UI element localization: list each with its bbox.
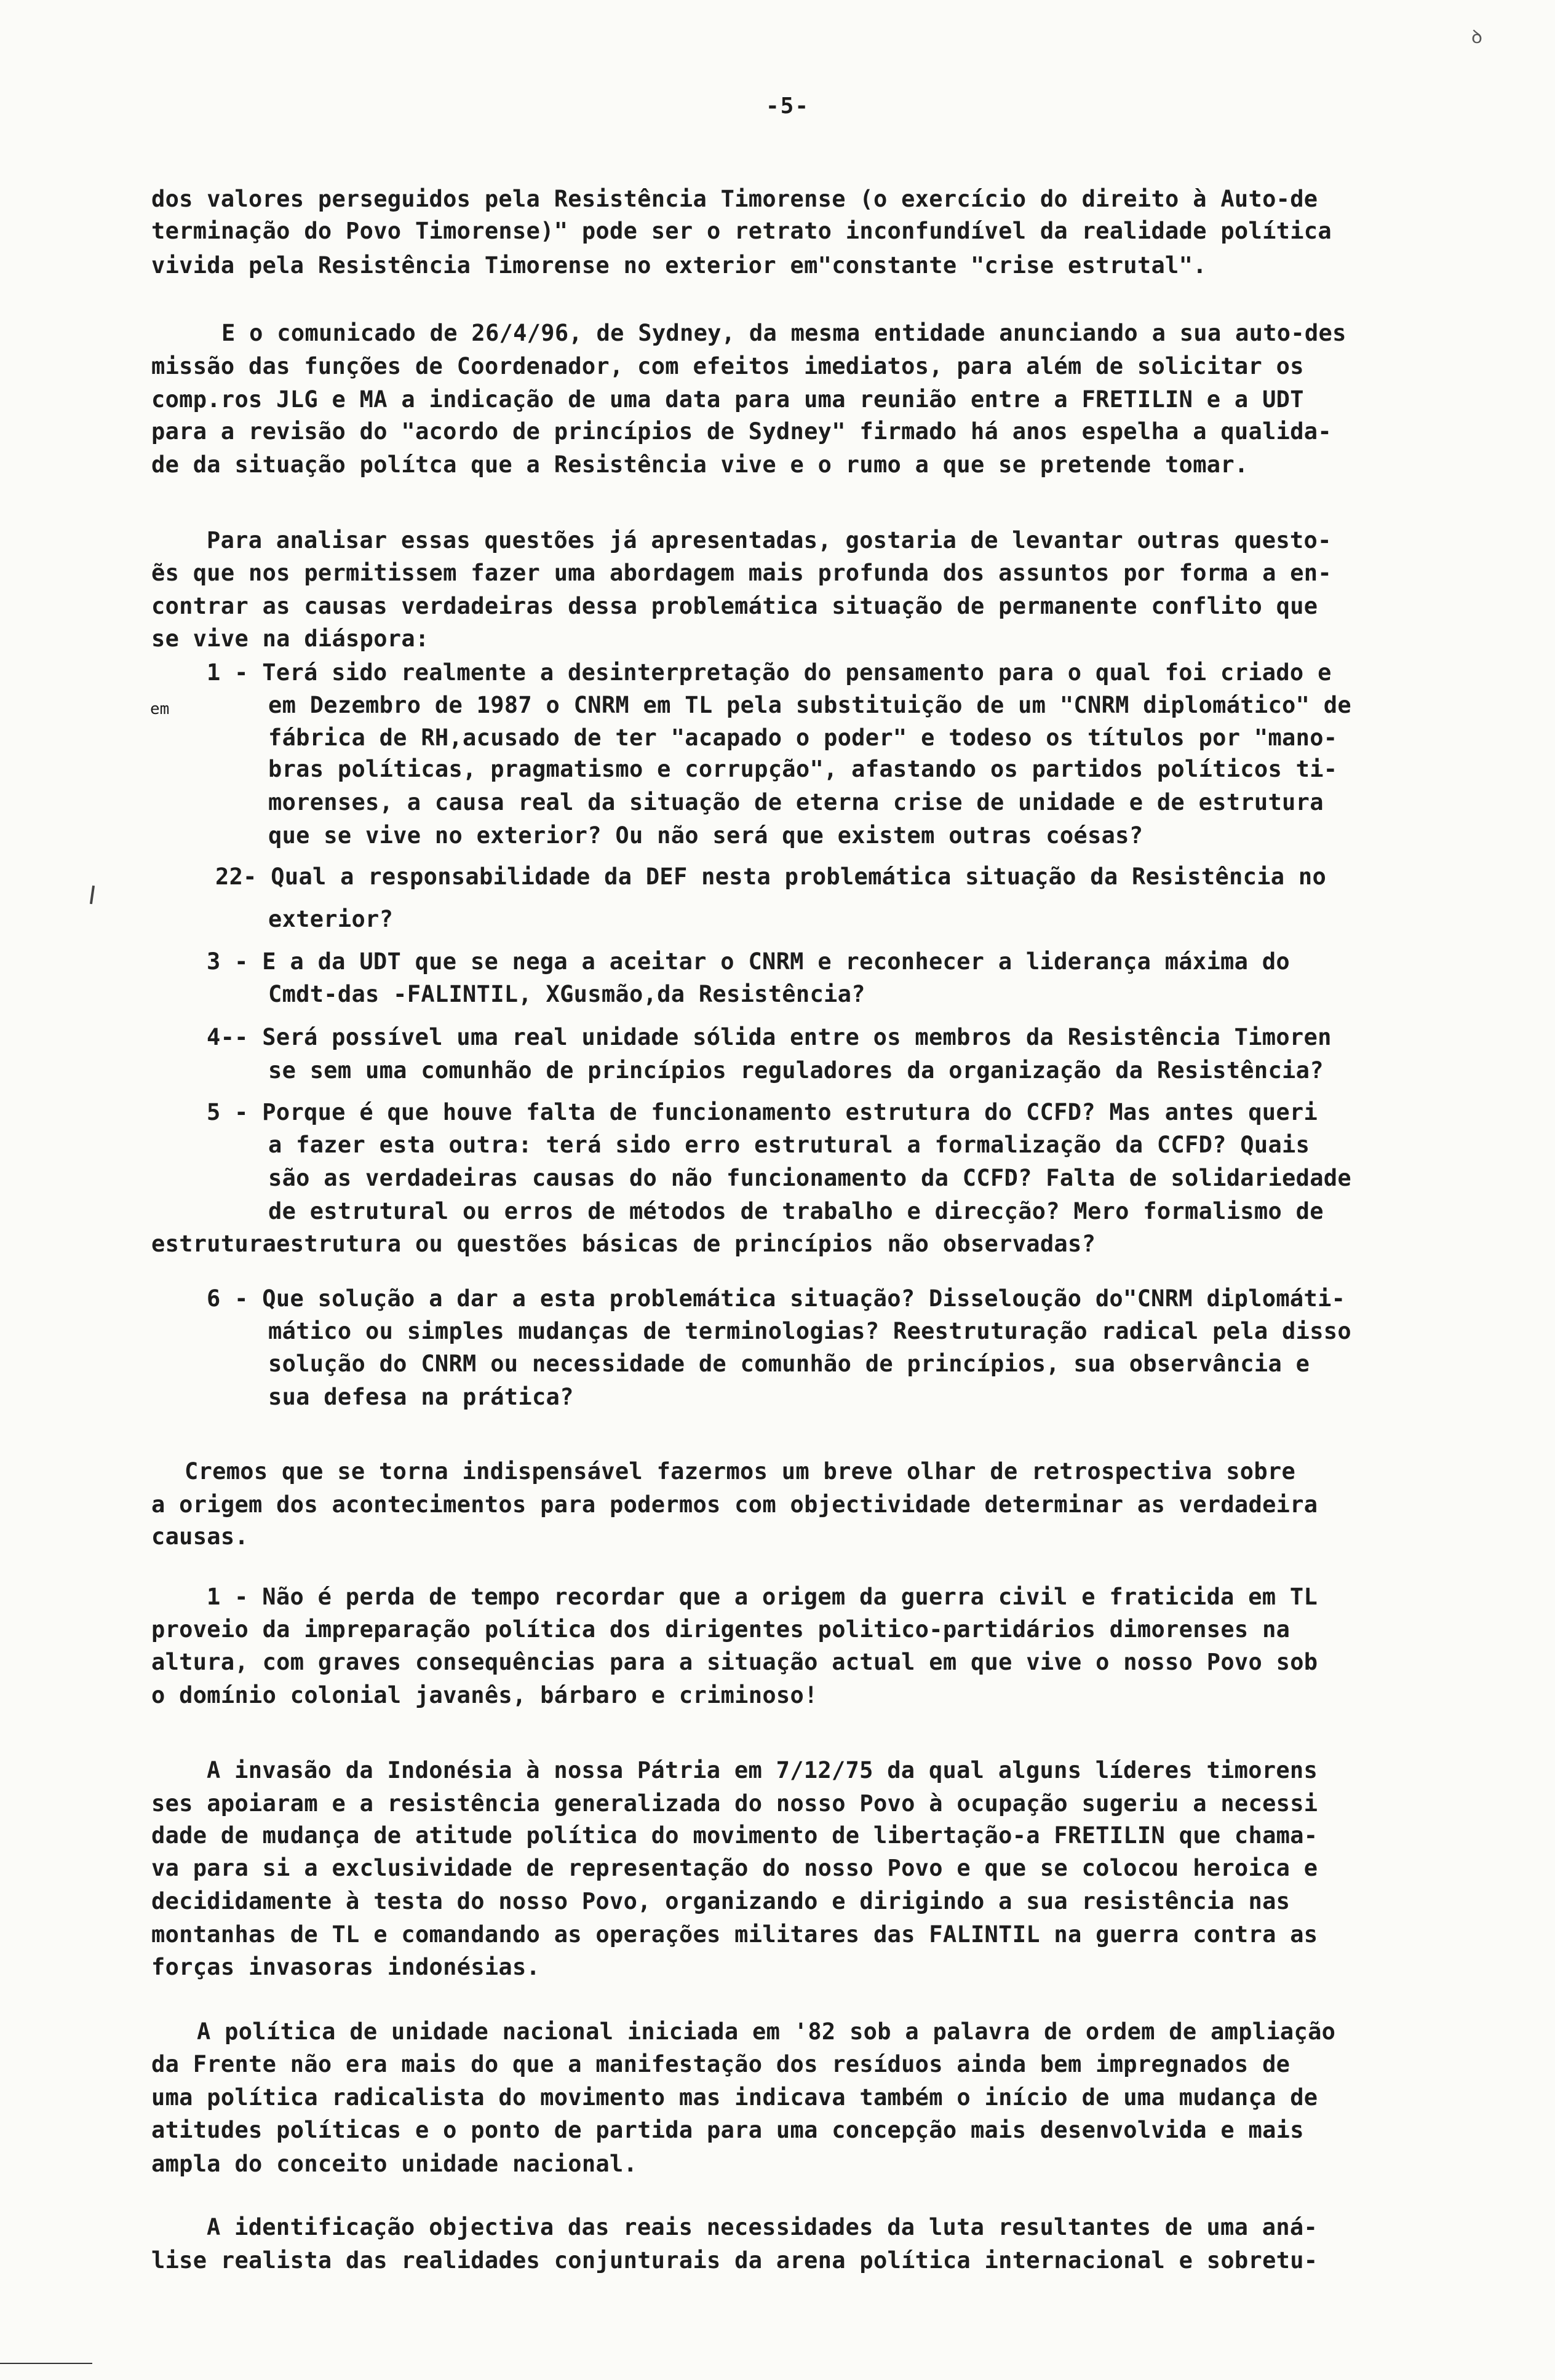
text-line: se vive na diáspora: bbox=[151, 625, 429, 652]
text-line: terminação do Povo Timorense)" pode ser o retrato inconfundível da realidade política bbox=[151, 218, 1332, 244]
text-line: fábrica de RH,acusado de ter "acapado o poder" e todeso os títulos por "mano- bbox=[268, 724, 1338, 751]
text-line: missão das funções de Coordenador, com efeitos imediatos, para além de solicitar os bbox=[151, 353, 1304, 379]
text-line: para a revisão do "acordo de princípios de Sydney" firmado há anos espelha a qualida- bbox=[151, 418, 1332, 445]
text-line: Para analisar essas questões já apresentadas, gostaria de levantar outras questo- bbox=[207, 527, 1332, 553]
text-line: que se vive no exterior? Ou não será que existem outras coésas? bbox=[268, 822, 1143, 849]
text-line: solução do CNRM ou necessidade de comunhão de princípios, sua observância e bbox=[268, 1351, 1310, 1377]
text-line: bras políticas, pragmatismo e corrupção", afastando os partidos políticos ti- bbox=[268, 756, 1338, 782]
text-line: morenses, a causa real da situação de eterna crise de unidade e de estrutura bbox=[268, 789, 1324, 815]
text-line: Cremos que se torna indispensável fazermos um breve olhar de retrospectiva sobre bbox=[185, 1458, 1296, 1485]
text-line: sua defesa na prática? bbox=[268, 1384, 574, 1410]
margin-stroke bbox=[90, 886, 95, 904]
text-line: o domínio colonial javanês, bárbaro e criminoso! bbox=[151, 1682, 818, 1708]
text-line: 3 - E a da UDT que se nega a aceitar o CNRM e reconhecer a liderança máxima do bbox=[207, 948, 1290, 975]
text-line: exterior? bbox=[268, 906, 394, 932]
text-line: de da situação polítca que a Resistência vive e o rumo a que se pretende tomar. bbox=[151, 451, 1249, 478]
text-line: uma política radicalista do movimento mas indicava também o início de uma mudança de bbox=[151, 2084, 1318, 2111]
text-line: va para si a exclusividade de representação do nosso Povo e que se colocou heroica e bbox=[151, 1855, 1318, 1881]
text-line: a origem dos acontecimentos para podermos com objectividade determinar as verdadeira bbox=[151, 1491, 1318, 1518]
text-line: 1 - Terá sido realmente a desinterpretação do pensamento para o qual foi criado e bbox=[207, 659, 1332, 686]
text-line: atitudes políticas e o ponto de partida para uma concepção mais desenvolvida e mais bbox=[151, 2117, 1304, 2143]
text-line: da Frente não era mais do que a manifestação dos resíduos ainda bem impregnados de bbox=[151, 2051, 1291, 2077]
text-line: dos valores perseguidos pela Resistência Timorense (o exercício do direito à Auto-de bbox=[151, 186, 1318, 212]
text-line: 22- Qual a responsabilidade da DEF nesta problemática situação da Resistência no bbox=[215, 863, 1327, 890]
text-line: estruturaestrutura ou questões básicas de princípios não observadas? bbox=[151, 1231, 1096, 1257]
footer-rule bbox=[0, 2363, 92, 2364]
text-line: se sem uma comunhão de princípios reguladores da organização da Resistência? bbox=[268, 1057, 1324, 1084]
text-line: E o comunicado de 26/4/96, de Sydney, da mesma entidade anunciando a sua auto-des bbox=[221, 320, 1346, 346]
text-line: são as verdadeiras causas do não funcionamento da CCFD? Falta de solidariedade bbox=[268, 1165, 1351, 1191]
corner-mark: ꝺ bbox=[1471, 26, 1482, 48]
text-line: comp.ros JLG e MA a indicação de uma data para uma reunião entre a FRETILIN e a UDT bbox=[151, 386, 1304, 413]
text-line: 4-- Será possível uma real unidade sólida entre os membros da Resistência Timoren bbox=[207, 1024, 1332, 1050]
text-line: em Dezembro de 1987 o CNRM em TL pela substituição de um "CNRM diplomático" de bbox=[268, 692, 1351, 718]
text-line: altura, com graves consequências para a situação actual em que vive o nosso Povo sob bbox=[151, 1649, 1318, 1675]
text-line: proveio da impreparação política dos dirigentes politico-partidários dimorenses na bbox=[151, 1616, 1291, 1643]
text-line: ses apoiaram e a resistência generalizada do nosso Povo à ocupação sugeriu a necessi bbox=[151, 1790, 1318, 1817]
text-line: de estrutural ou erros de métodos de trabalho e direcção? Mero formalismo de bbox=[268, 1198, 1324, 1224]
text-line: montanhas de TL e comandando as operações militares das FALINTIL na guerra contra as bbox=[151, 1921, 1318, 1948]
text-line: dade de mudança de atitude política do movimento de libertação-a FRETILIN que chama- bbox=[151, 1822, 1318, 1849]
text-line: lise realista das realidades conjunturais da arena política internacional e sobretu- bbox=[151, 2247, 1318, 2274]
text-line: contrar as causas verdadeiras dessa problemática situação de permanente conflito que bbox=[151, 593, 1318, 619]
text-line: 5 - Porque é que houve falta de funcionamento estrutura do CCFD? Mas antes queri bbox=[207, 1099, 1318, 1125]
margin-label: em bbox=[150, 700, 170, 718]
text-line: causas. bbox=[151, 1523, 249, 1550]
text-line: forças invasoras indonésias. bbox=[151, 1954, 541, 1980]
text-line: Cmdt-das -FALINTIL, XGusmão,da Resistência? bbox=[268, 981, 865, 1007]
text-line: 6 - Que solução a dar a esta problemática situação? Disseloução do"CNRM diplomáti- bbox=[207, 1285, 1346, 1312]
text-line: 1 - Não é perda de tempo recordar que a origem da guerra civil e fraticida em TL bbox=[207, 1584, 1318, 1610]
text-line: A invasão da Indonésia à nossa Pátria em 7/12/75 da qual alguns líderes timorens bbox=[207, 1757, 1318, 1783]
text-line: A política de unidade nacional iniciada em '82 sob a palavra de ordem de ampliação bbox=[197, 2018, 1336, 2045]
text-line: ẽs que nos permitissem fazer uma abordagem mais profunda dos assuntos por forma a en- bbox=[151, 560, 1332, 586]
text-line: ampla do conceito unidade nacional. bbox=[151, 2151, 638, 2177]
page-number: -5- bbox=[766, 93, 810, 119]
text-line: decididamente à testa do nosso Povo, organizando e dirigindo a sua resistência nas bbox=[151, 1888, 1291, 1914]
text-line: a fazer esta outra: terá sido erro estrutural a formalização da CCFD? Quais bbox=[268, 1132, 1310, 1158]
text-line: vivida pela Resistência Timorense no exterior em"constante "crise estrutal". bbox=[151, 252, 1207, 279]
text-line: mático ou simples mudanças de terminologias? Reestruturação radical pela disso bbox=[268, 1318, 1351, 1344]
text-line: A identificação objectiva das reais necessidades da luta resultantes de uma aná- bbox=[207, 2214, 1318, 2240]
